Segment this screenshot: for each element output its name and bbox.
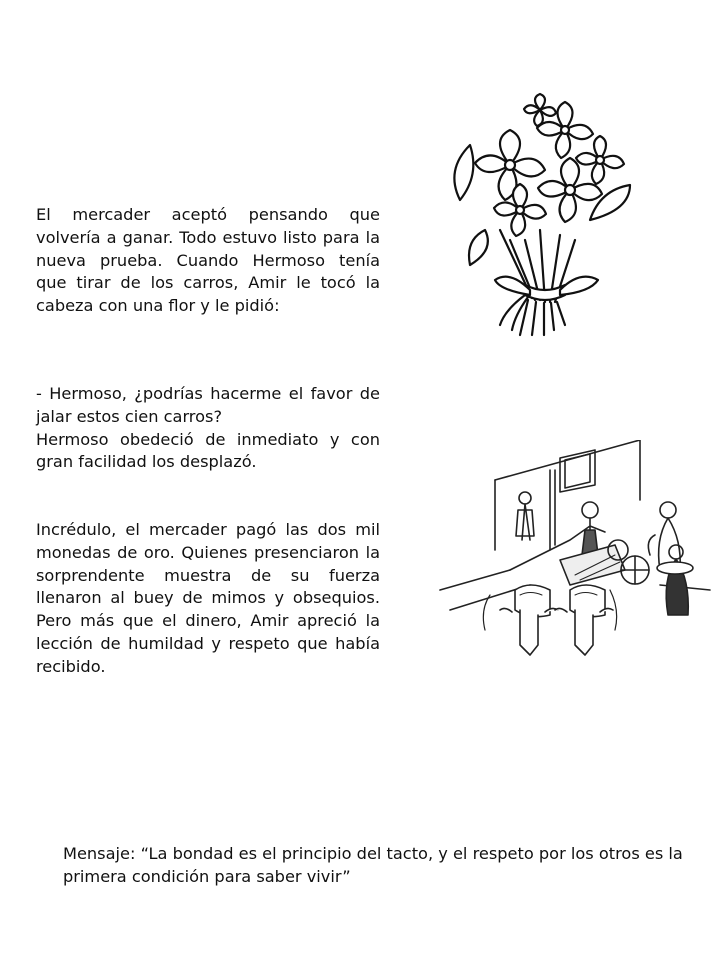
ox-cart-scene	[430, 440, 720, 700]
paragraph-text: Incrédulo, el mercader pagó las dos mil monedas de oro. Quienes presenciaron la sorprendente muestra de su fuerza llenaron al buey de mimos y obsequios. Pero más que el dinero, Amir apreció la lección de humildad y respeto que había recibido.	[36, 520, 380, 676]
story-paragraph-3	[36, 519, 380, 679]
story-paragraph-1	[36, 204, 380, 318]
paragraph-text: Hermoso obedeció de inmediato y con gran facilidad los desplazó.	[36, 429, 380, 472]
flower-bouquet-icon	[440, 90, 640, 340]
story-paragraph-2	[36, 383, 380, 474]
dialogue-line: - Hermoso, ¿podrías hacerme el favor de jalar estos cien carros?	[36, 384, 380, 426]
paragraph-text: El mercader aceptó pensando que volvería a ganar. Todo estuvo listo para la nueva prueba. Cuando Hermoso tenía que tirar de los carros, Amir le tocó la cabeza con una flor y le pidió:	[36, 205, 380, 316]
moral-message: Mensaje: “La bondad es el principio del tacto, y el respeto por los otros es la primera condición para saber vivir”	[63, 844, 683, 886]
